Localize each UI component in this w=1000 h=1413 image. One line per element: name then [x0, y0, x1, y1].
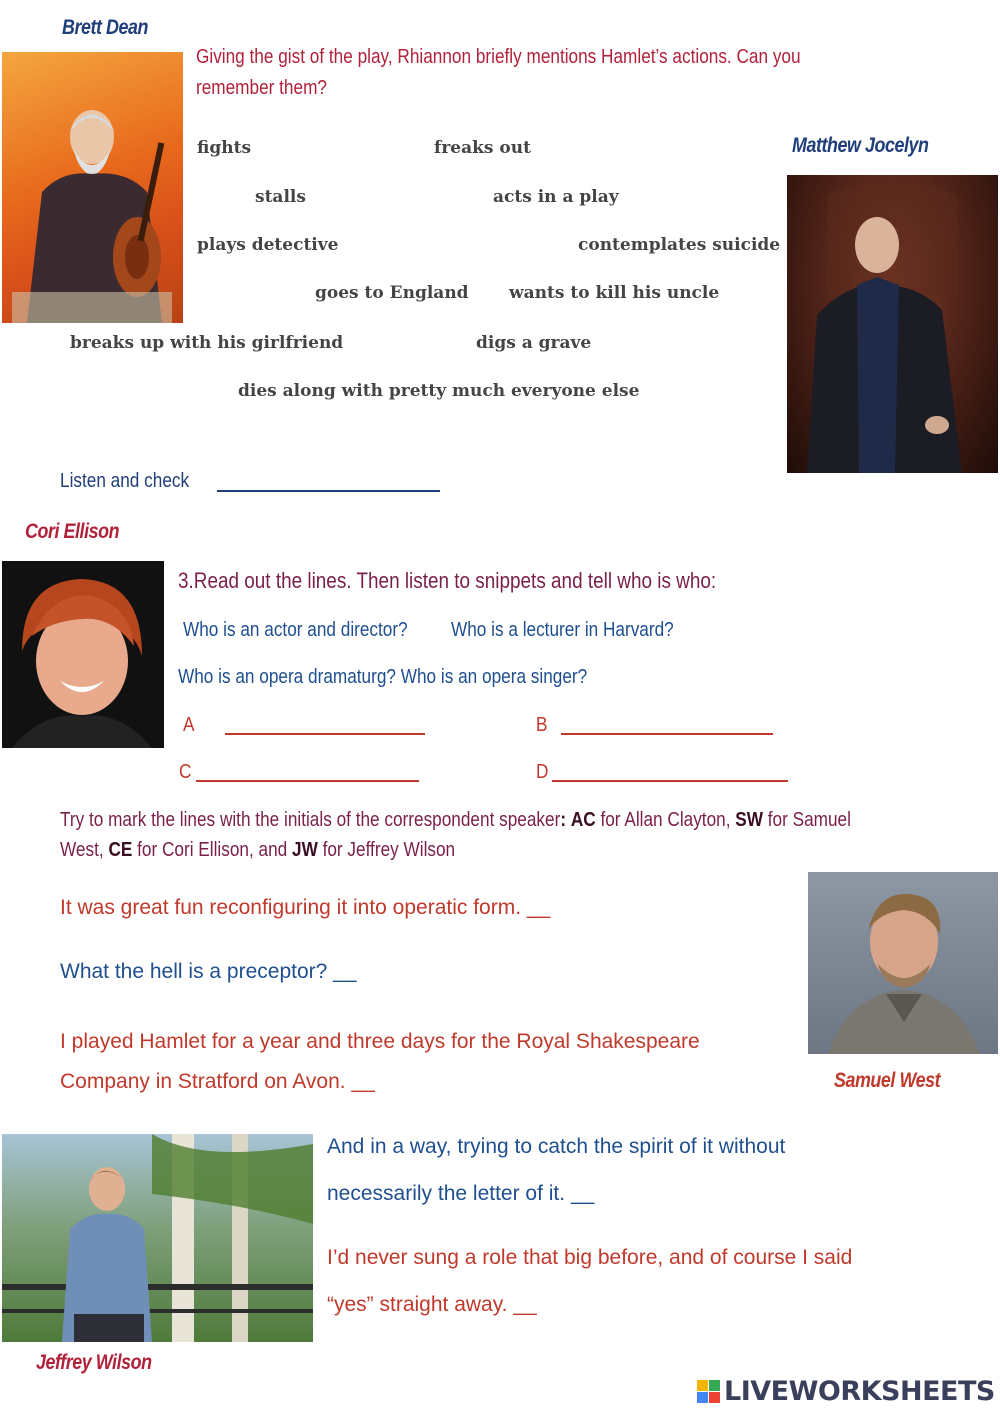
- quote-4-line-2: necessarily the letter of it. __: [327, 1182, 595, 1205]
- word-plays-detective: plays detective: [197, 235, 339, 255]
- mark-instruction-line-1: Try to mark the lines with the initials of the correspondent speaker: AC for Allan Clayton, SW for Samuel: [60, 809, 851, 831]
- quote-5-line-1: I’d never sung a role that big before, and of course I said: [327, 1246, 853, 1269]
- brett-dean-photo: [2, 52, 183, 323]
- word-fights: fights: [197, 138, 252, 158]
- word-digs-a-grave: digs a grave: [476, 333, 592, 353]
- question-lecturer: Who is a lecturer in Harvard?: [451, 619, 674, 641]
- word-acts-in-a-play: acts in a play: [493, 187, 619, 207]
- quote-5-line-2: “yes” straight away. __: [327, 1293, 537, 1316]
- word-contemplates-suicide: contemplates suicide: [578, 235, 781, 255]
- word-freaks-out: freaks out: [434, 138, 531, 158]
- caption-samuel-west: Samuel West: [834, 1069, 941, 1092]
- label-d: D: [536, 761, 549, 783]
- liveworksheets-blocks-icon: [697, 1380, 721, 1404]
- mark-instruction-line-2: West, CE for Cori Ellison, and JW for Jeffrey Wilson: [60, 839, 456, 861]
- word-goes-to-england: goes to England: [315, 283, 469, 303]
- samuel-west-photo: [808, 872, 998, 1054]
- quote-2: What the hell is a preceptor? __: [60, 960, 357, 983]
- caption-cori-ellison: Cori Ellison: [25, 520, 120, 543]
- quote-4-line-1: And in a way, trying to catch the spirit of it without: [327, 1135, 786, 1158]
- answer-blank-a[interactable]: [225, 733, 425, 735]
- answer-blank-c[interactable]: [196, 780, 419, 782]
- instruction-line-1: Giving the gist of the play, Rhiannon briefly mentions Hamlet’s actions. Can you: [196, 46, 801, 68]
- man-outdoor-figure: [2, 1134, 313, 1342]
- instruction-line-2: remember them?: [196, 77, 327, 99]
- cori-ellison-photo: [2, 561, 164, 748]
- quote-3-line-1: I played Hamlet for a year and three days for the Royal Shakespeare: [60, 1030, 700, 1053]
- section3-title: 3.Read out the lines. Then listen to snippets and tell who is who:: [178, 568, 717, 593]
- caption-matthew-jocelyn: Matthew Jocelyn: [792, 134, 929, 157]
- woman-portrait-figure: [2, 561, 164, 748]
- answer-blank-d[interactable]: [552, 780, 788, 782]
- jeffrey-wilson-photo: [2, 1134, 313, 1342]
- caption-jeffrey-wilson: Jeffrey Wilson: [36, 1351, 152, 1374]
- word-breaks-up: breaks up with his girlfriend: [70, 333, 344, 353]
- quote-1: It was great fun reconfiguring it into operatic form. __: [60, 896, 551, 919]
- listen-and-check-label: Listen and check: [60, 470, 190, 492]
- quote-3-line-2: Company in Stratford on Avon. __: [60, 1070, 375, 1093]
- matthew-jocelyn-photo: [787, 175, 998, 473]
- liveworksheets-logo-text: LIVEWORKSHEETS: [724, 1376, 995, 1407]
- listen-and-check-blank[interactable]: [217, 490, 440, 492]
- caption-brett-dean: Brett Dean: [62, 16, 149, 39]
- man-portrait-figure: [787, 175, 998, 473]
- answer-blank-b[interactable]: [561, 733, 773, 735]
- word-stalls: stalls: [255, 187, 306, 207]
- label-c: C: [179, 761, 192, 783]
- label-a: A: [183, 714, 195, 736]
- word-wants-to-kill-his-uncle: wants to kill his uncle: [509, 283, 720, 303]
- word-dies: dies along with pretty much everyone else: [238, 381, 640, 401]
- question-actor-director: Who is an actor and director?: [183, 619, 408, 641]
- man-portrait-figure: [808, 872, 998, 1054]
- violinist-figure: [2, 52, 183, 323]
- label-b: B: [536, 714, 548, 736]
- question-opera: Who is an opera dramaturg? Who is an opera singer?: [178, 666, 588, 688]
